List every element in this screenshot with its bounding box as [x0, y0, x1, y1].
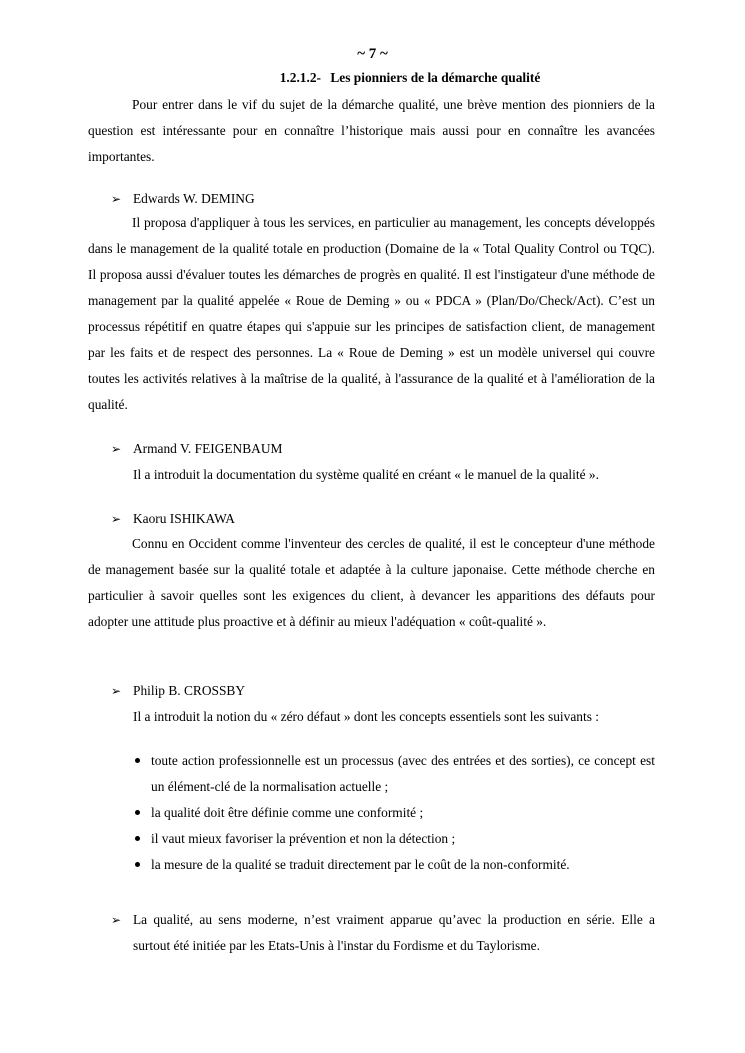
- closing-paragraph: [111, 907, 655, 959]
- section-title: Les pionniers de la démarche qualité: [330, 70, 541, 85]
- list-item: la qualité doit être définie comme une conformité ;: [133, 800, 655, 826]
- list-item: toute action professionnelle est un processus (avec des entrées et des sorties), ce concept est un élément-clé de la normalisation actuelle ;: [133, 748, 655, 800]
- section-heading: [0, 69, 745, 87]
- zero-defect-list: [133, 748, 655, 878]
- pioneer-description: Connu en Occident comme l'inventeur des cercles de qualité, il est le concepteur d'une méthode de management basée sur la qualité totale et adaptée à la culture japonaise. Cette méthode cherche en particulier à savoir quelles sont les exigences du client, à devancer les apparitions des défauts pour adopter une attitude plus proactive et à définir au mieux l'adéquation « coût-qualité ».: [88, 536, 655, 629]
- arrow-bullet-icon: ➢: [111, 684, 122, 698]
- pioneer-name: Edwards W. DEMING: [133, 191, 255, 206]
- pioneer-name: Philip B. CROSSBY: [133, 683, 246, 698]
- closing-text: La qualité, au sens moderne, n’est vraiment apparue qu’avec la production en série. Elle a surtout été initiée par les Etats-Unis à l'instar du Fordisme et du Taylorisme.: [133, 912, 655, 953]
- pioneer-heading-feigenbaum: [111, 439, 282, 459]
- arrow-bullet-icon: ➢: [111, 913, 122, 927]
- pioneer-heading-crossby: [111, 681, 245, 701]
- pioneer-name: Kaoru ISHIKAWA: [133, 511, 235, 526]
- pioneer-name: Armand V. FEIGENBAUM: [133, 441, 283, 456]
- pioneer-heading-deming: [111, 189, 255, 209]
- pioneer-heading-ishikawa: [111, 509, 235, 529]
- arrow-bullet-icon: ➢: [111, 442, 122, 456]
- pioneer-text-ishikawa: [88, 531, 655, 635]
- intro-paragraph: [88, 92, 655, 170]
- list-item: il vaut mieux favoriser la prévention et non la détection ;: [133, 826, 655, 852]
- page-number: ~ 7 ~: [357, 46, 388, 62]
- intro-text: Pour entrer dans le vif du sujet de la démarche qualité, une brève mention des pionniers de la question est intéressante pour en connaître l’historique mais aussi pour en connaître les avancées importantes.: [88, 97, 655, 164]
- arrow-bullet-icon: ➢: [111, 512, 122, 526]
- section-number: 1.2.1.2-: [279, 70, 321, 85]
- pioneer-text-crossby: Il a introduit la notion du « zéro défaut » dont les concepts essentiels sont les suivants :: [133, 709, 599, 724]
- list-item: la mesure de la qualité se traduit directement par le coût de la non-conformité.: [133, 852, 655, 878]
- pioneer-text-feigenbaum: Il a introduit la documentation du système qualité en créant « le manuel de la qualité ».: [133, 467, 599, 482]
- arrow-bullet-icon: ➢: [111, 192, 122, 206]
- pioneer-description: Il proposa d'appliquer à tous les services, en particulier au management, les concepts développés dans le management de la qualité totale en production (Domaine de la « Total Quality Control ou TQC). Il proposa aussi d'évaluer toutes les démarches de progrès en qualité. Il est l'instigateur d'une méthode de management par la qualité appelée « Roue de Deming » ou « PDCA » (Plan/Do/Check/Act). C’est un processus répétitif en quatre étapes qui s'appuie sur les principes de satisfaction client, de management par les faits et de respect des personnes. La « Roue de Deming » est un modèle universel qui couvre toutes les activités relatives à la maîtrise de la qualité, à l'assurance de la qualité et à l'amélioration de la qualité.: [88, 215, 655, 412]
- pioneer-text-deming: [88, 210, 655, 418]
